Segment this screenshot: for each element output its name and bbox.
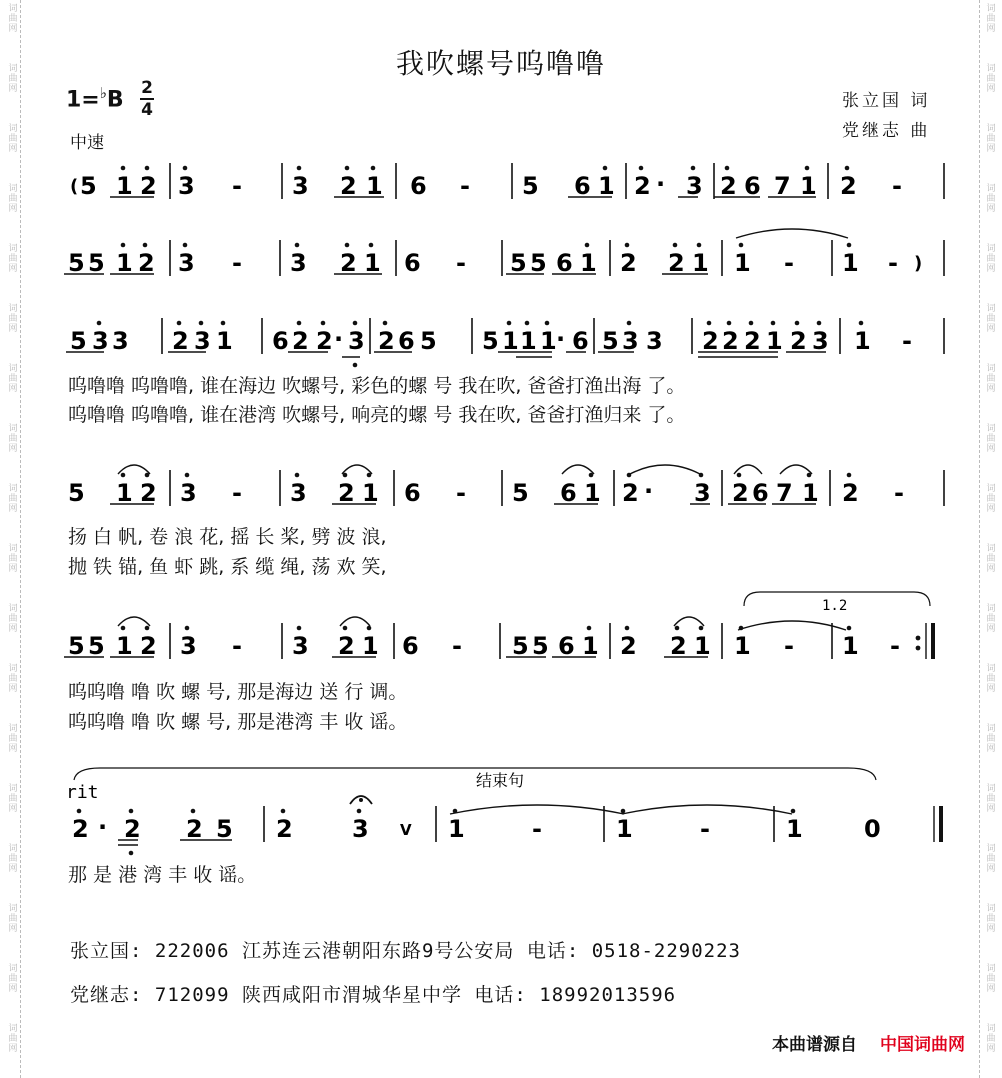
octave-dot-high: [367, 626, 372, 631]
watermark-text: 词曲网: [8, 424, 18, 454]
note: 6: [558, 632, 575, 660]
note: -: [452, 632, 462, 660]
note: 1: [584, 479, 601, 507]
note: 2: [668, 249, 685, 277]
note: 7: [774, 172, 791, 200]
watermark-text: 词曲网: [986, 124, 996, 154]
note: -: [460, 172, 470, 200]
octave-dot-high: [145, 166, 150, 171]
rit-marking: rit: [66, 782, 99, 803]
note: 5: [530, 249, 547, 277]
octave-dot-high: [847, 473, 852, 478]
note: 5: [88, 249, 105, 277]
note: 3: [290, 479, 307, 507]
octave-dot-high: [185, 626, 190, 631]
note: 3: [180, 479, 197, 507]
octave-dot-high: [847, 626, 852, 631]
octave-dot-low: [353, 363, 358, 368]
note: 5: [216, 815, 233, 843]
lyric-line: 呜噜噜 呜噜噜, 谁在海边 吹螺号, 彩色的螺 号 我在吹, 爸爸打渔出海 了。: [68, 375, 686, 397]
octave-dot-high: [199, 321, 204, 326]
octave-dot-high: [737, 473, 742, 478]
note: -: [232, 632, 242, 660]
octave-dot-high: [353, 321, 358, 326]
octave-dot-high: [845, 166, 850, 171]
octave-dot-high: [321, 321, 326, 326]
watermark-text: 词曲网: [8, 664, 18, 694]
note: 2: [622, 479, 639, 507]
tie-slur: [622, 805, 792, 814]
note: 2: [292, 327, 309, 355]
note: 5: [482, 327, 499, 355]
note: 1: [692, 249, 709, 277]
watermark-text: 词曲网: [8, 364, 18, 394]
note: 1: [786, 815, 803, 843]
watermark-text: 词曲网: [986, 604, 996, 634]
composer-contact: 党继志: 712099 陕西咸阳市渭城华星中学 电话: 18992013596: [70, 984, 677, 1006]
octave-dot-high: [847, 243, 852, 248]
note: 2: [670, 632, 687, 660]
watermark-text: 词曲网: [986, 964, 996, 994]
note: 2: [140, 632, 157, 660]
watermark-text: 词曲网: [8, 1024, 18, 1054]
note: 5: [420, 327, 437, 355]
note: 6: [272, 327, 289, 355]
octave-dot-high: [603, 166, 608, 171]
note: -: [456, 479, 466, 507]
note: 6: [404, 479, 421, 507]
octave-dot-high: [343, 626, 348, 631]
note: -: [892, 172, 902, 200]
note: 6: [398, 327, 415, 355]
octave-dot-high: [771, 321, 776, 326]
note: 5: [80, 172, 97, 200]
note: 3: [686, 172, 703, 200]
note: 3: [622, 327, 639, 355]
notation-symbol: ·: [98, 813, 108, 841]
note: 2: [140, 479, 157, 507]
octave-dot-high: [357, 809, 362, 814]
lyricist-credit: 张立国 词: [842, 91, 931, 111]
note: 5: [512, 479, 529, 507]
watermark-text: 词曲网: [986, 184, 996, 214]
time-signature-top: 2: [141, 78, 153, 98]
note: 5: [68, 632, 85, 660]
note: 2: [124, 815, 141, 843]
note: 1: [116, 632, 133, 660]
note: -: [700, 815, 710, 843]
watermark-text: 词曲网: [986, 484, 996, 514]
tie-slur: [340, 617, 370, 626]
note: 1: [116, 172, 133, 200]
note: 3: [178, 249, 195, 277]
octave-dot-high: [585, 243, 590, 248]
octave-dot-high: [699, 626, 704, 631]
watermark-text: 词曲网: [8, 604, 18, 634]
octave-dot-high: [791, 809, 796, 814]
octave-dot-high: [97, 321, 102, 326]
watermark-text: 词曲网: [986, 844, 996, 874]
note: 2: [316, 327, 333, 355]
note: 5: [68, 479, 85, 507]
watermark-text: 词曲网: [986, 244, 996, 274]
note: 6: [410, 172, 427, 200]
watermark-text: 词曲网: [986, 424, 996, 454]
lyric-line: 抛 铁 锚, 鱼 虾 跳, 系 缆 绳, 荡 欢 笑,: [68, 556, 387, 578]
octave-dot-high: [621, 809, 626, 814]
note: 3: [194, 327, 211, 355]
note: 2: [140, 172, 157, 200]
note: -: [456, 249, 466, 277]
note: 1: [540, 327, 557, 355]
note: 2: [172, 327, 189, 355]
octave-dot-high: [183, 243, 188, 248]
tie-slur: [630, 465, 700, 474]
note: 7: [776, 479, 793, 507]
note: 6: [572, 327, 589, 355]
watermark-text: 词曲网: [986, 724, 996, 754]
composer-credit: 党继志 曲: [842, 121, 931, 141]
note: 1: [362, 479, 379, 507]
tie-slur: [450, 805, 624, 814]
key-note: B: [106, 87, 124, 113]
repeat-dot: [916, 646, 921, 651]
note: 2: [842, 479, 859, 507]
watermark-text: 词曲网: [8, 64, 18, 94]
octave-dot-high: [129, 809, 134, 814]
watermark-text: 词曲网: [986, 1024, 996, 1054]
watermark-text: 词曲网: [986, 904, 996, 934]
note: 5: [522, 172, 539, 200]
note: 5: [512, 632, 529, 660]
octave-dot-high: [725, 166, 730, 171]
note: 1: [854, 327, 871, 355]
note: -: [232, 172, 242, 200]
note: 2: [840, 172, 857, 200]
note: 2: [720, 172, 737, 200]
octave-dot-high: [345, 166, 350, 171]
octave-dot-high: [297, 321, 302, 326]
note: 2: [744, 327, 761, 355]
note: -: [232, 249, 242, 277]
tempo-marking: 中速: [70, 133, 104, 153]
note: 2: [276, 815, 293, 843]
key-prefix: 1=: [66, 87, 100, 113]
repeat-dot: [916, 636, 921, 641]
octave-dot-high: [121, 626, 126, 631]
note: 3: [112, 327, 129, 355]
octave-dot-high: [145, 626, 150, 631]
note: 2: [702, 327, 719, 355]
octave-dot-high: [675, 626, 680, 631]
notation-symbol: (: [70, 176, 79, 197]
lyric-line: 呜噜噜 呜噜噜, 谁在港湾 吹螺号, 响亮的螺 号 我在吹, 爸爸打渔归来 了。: [68, 404, 686, 426]
watermark-text: 词曲网: [986, 4, 996, 34]
watermark-text: 词曲网: [8, 724, 18, 754]
tie-slur: [738, 621, 846, 630]
lyricist-contact: 张立国: 222006 江苏连云港朝阳东路9号公安局 电话: 0518-2290223: [70, 940, 741, 962]
note: 2: [340, 249, 357, 277]
note: 1: [842, 632, 859, 660]
watermark-text: 词曲网: [8, 184, 18, 214]
notation-symbol: ·: [644, 477, 654, 505]
note: 2: [138, 249, 155, 277]
note: 3: [178, 172, 195, 200]
note: 1: [364, 249, 381, 277]
watermark-text: 词曲网: [8, 304, 18, 334]
octave-dot-high: [371, 166, 376, 171]
octave-dot-high: [545, 321, 550, 326]
octave-dot-high: [221, 321, 226, 326]
notation-symbol: ·: [556, 325, 566, 353]
octave-dot-high: [805, 166, 810, 171]
ending-phrase-label: 结束句: [476, 771, 525, 790]
note: -: [532, 815, 542, 843]
watermark-text: 词曲网: [986, 364, 996, 394]
watermark-text: 词曲网: [8, 544, 18, 574]
note: 3: [92, 327, 109, 355]
tie-slur: [736, 229, 848, 238]
octave-dot-high: [625, 626, 630, 631]
note: 1: [598, 172, 615, 200]
octave-dot-high: [191, 809, 196, 814]
watermark-text: 词曲网: [986, 304, 996, 334]
note: 1: [520, 327, 537, 355]
octave-dot-high: [795, 321, 800, 326]
source-prefix: 本曲谱源自: [772, 1035, 857, 1055]
lyric-line: 扬 白 帆, 卷 浪 花, 摇 长 桨, 劈 波 浪,: [68, 526, 387, 548]
note: 0: [864, 815, 881, 843]
octave-dot-high: [297, 626, 302, 631]
note: 2: [338, 632, 355, 660]
tie-slur: [118, 465, 150, 474]
note: 6: [752, 479, 769, 507]
octave-dot-high: [739, 243, 744, 248]
note: 1: [800, 172, 817, 200]
watermark-text: 词曲网: [8, 124, 18, 154]
note: 1: [802, 479, 819, 507]
octave-dot-high: [369, 243, 374, 248]
note: 5: [70, 327, 87, 355]
note: -: [894, 479, 904, 507]
volta-label: 1.2: [822, 598, 848, 614]
lyric-line: 那 是 港 湾 丰 收 谣。: [68, 864, 257, 886]
octave-dot-high: [177, 321, 182, 326]
watermark-text: 词曲网: [986, 664, 996, 694]
note: 2: [72, 815, 89, 843]
tie-slur: [780, 465, 812, 474]
octave-dot-high: [627, 321, 632, 326]
octave-dot-high: [345, 243, 350, 248]
octave-dot-low: [129, 851, 134, 856]
note: 2: [620, 632, 637, 660]
note: 2: [722, 327, 739, 355]
note: 1: [616, 815, 633, 843]
note: 1: [734, 249, 751, 277]
source-site-link[interactable]: 中国词曲网: [880, 1035, 965, 1055]
note: 1: [448, 815, 465, 843]
note: 6: [560, 479, 577, 507]
octave-dot-high: [281, 809, 286, 814]
octave-dot-high: [295, 243, 300, 248]
octave-dot-high: [383, 321, 388, 326]
note: 1: [366, 172, 383, 200]
note: 1: [694, 632, 711, 660]
note: 2: [790, 327, 807, 355]
octave-dot-high: [507, 321, 512, 326]
octave-dot-high: [525, 321, 530, 326]
octave-dot-high: [673, 243, 678, 248]
note: 6: [744, 172, 761, 200]
octave-dot-high: [639, 166, 644, 171]
note: 2: [186, 815, 203, 843]
watermark-text: 词曲网: [8, 4, 18, 34]
octave-dot-high: [297, 166, 302, 171]
note: 3: [180, 632, 197, 660]
note: 1: [362, 632, 379, 660]
note: 1: [116, 479, 133, 507]
note: 2: [732, 479, 749, 507]
octave-dot-high: [817, 321, 822, 326]
notation-symbol: ·: [334, 325, 344, 353]
note: -: [888, 249, 898, 277]
note: 3: [694, 479, 711, 507]
octave-dot-high: [77, 809, 82, 814]
octave-dot-high: [749, 321, 754, 326]
note: 5: [68, 249, 85, 277]
note: 1: [580, 249, 597, 277]
note: 5: [532, 632, 549, 660]
watermark-text: 词曲网: [8, 484, 18, 514]
note: 1: [582, 632, 599, 660]
note: 5: [88, 632, 105, 660]
note: 3: [348, 327, 365, 355]
watermark-text: 词曲网: [986, 784, 996, 814]
notation-symbol: V: [400, 821, 412, 839]
note: -: [902, 327, 912, 355]
notation-symbol: ·: [656, 170, 666, 198]
note: 6: [404, 249, 421, 277]
note: 2: [378, 327, 395, 355]
octave-dot-high: [295, 473, 300, 478]
note: 6: [556, 249, 573, 277]
note: 1: [502, 327, 519, 355]
tie-slur: [342, 465, 372, 474]
song-title: 我吹螺号呜噜噜: [395, 47, 606, 80]
fermata-dot: [359, 798, 363, 802]
tie-slur: [118, 617, 150, 626]
watermark-text: 词曲网: [8, 784, 18, 814]
octave-dot-high: [121, 473, 126, 478]
note: 6: [402, 632, 419, 660]
note: 5: [602, 327, 619, 355]
octave-dot-high: [859, 321, 864, 326]
note: 1: [842, 249, 859, 277]
tie-slur: [562, 465, 594, 474]
note: 1: [116, 249, 133, 277]
time-signature-bottom: 4: [141, 100, 153, 120]
note: 3: [292, 172, 309, 200]
note: -: [232, 479, 242, 507]
watermark-text: 词曲网: [8, 844, 18, 874]
note: 1: [216, 327, 233, 355]
note: 6: [574, 172, 591, 200]
octave-dot-high: [121, 243, 126, 248]
note: -: [784, 632, 794, 660]
note: 5: [510, 249, 527, 277]
octave-dot-high: [697, 243, 702, 248]
watermark-text: 词曲网: [8, 244, 18, 274]
note: 3: [812, 327, 829, 355]
note: 3: [292, 632, 309, 660]
octave-dot-high: [121, 166, 126, 171]
octave-dot-high: [707, 321, 712, 326]
watermark-text: 词曲网: [986, 544, 996, 574]
octave-dot-high: [587, 626, 592, 631]
note: -: [890, 632, 900, 660]
watermark-text: 词曲网: [8, 964, 18, 994]
octave-dot-high: [691, 166, 696, 171]
note: 3: [352, 815, 369, 843]
note: 2: [338, 479, 355, 507]
note: 2: [634, 172, 651, 200]
octave-dot-high: [625, 243, 630, 248]
octave-dot-high: [185, 473, 190, 478]
octave-dot-high: [727, 321, 732, 326]
notation-symbol: ): [914, 253, 923, 274]
octave-dot-high: [143, 243, 148, 248]
rit-slur: [74, 768, 876, 780]
octave-dot-high: [183, 166, 188, 171]
note: -: [784, 249, 794, 277]
note: 2: [340, 172, 357, 200]
note: 3: [646, 327, 663, 355]
watermark-text: 词曲网: [986, 64, 996, 94]
flat-symbol: ♭: [99, 84, 107, 102]
lyric-line: 呜呜噜 噜 吹 螺 号, 那是港湾 丰 收 谣。: [68, 711, 408, 733]
note: 3: [290, 249, 307, 277]
note: 2: [620, 249, 637, 277]
tie-slur: [674, 617, 704, 626]
note: 1: [734, 632, 751, 660]
lyric-line: 呜呜噜 噜 吹 螺 号, 那是海边 送 行 调。: [68, 681, 408, 703]
note: 1: [766, 327, 783, 355]
tie-slur: [734, 465, 762, 474]
watermark-text: 词曲网: [8, 904, 18, 934]
